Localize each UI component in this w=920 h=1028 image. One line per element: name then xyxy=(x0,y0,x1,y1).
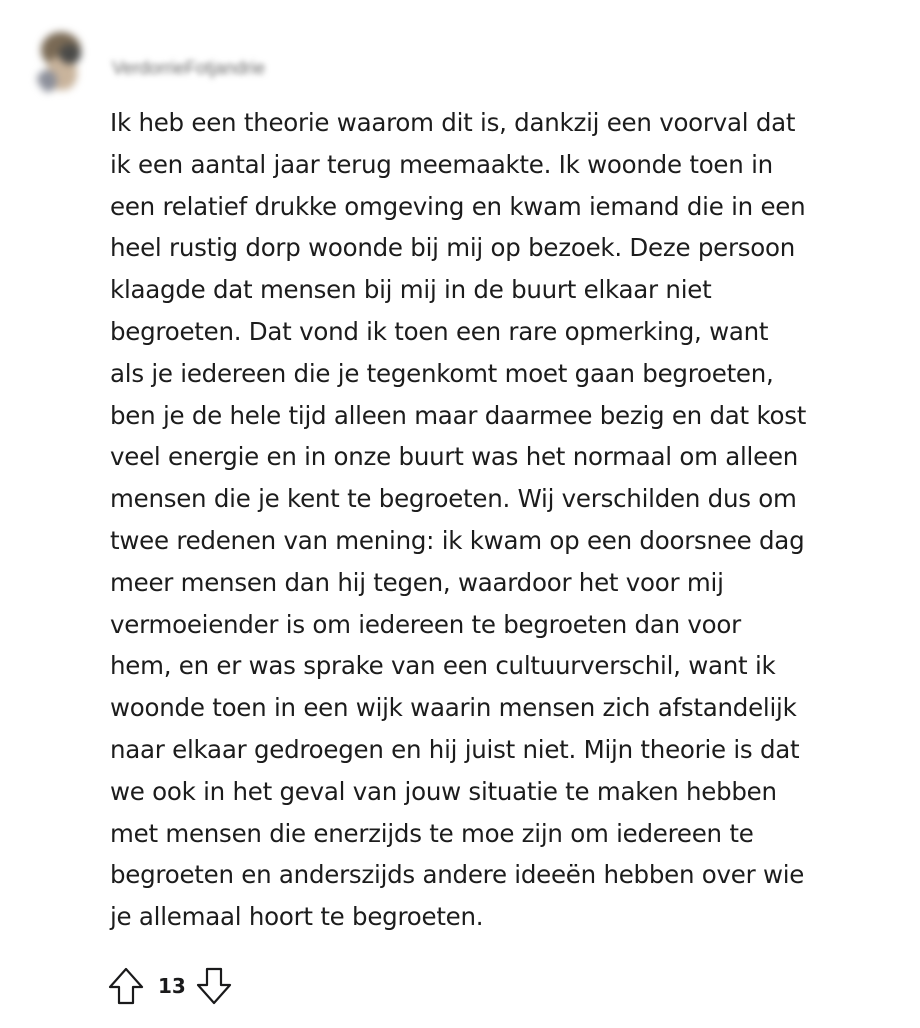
downvote-button[interactable] xyxy=(194,964,234,1008)
comment-line: veel energie en in onze buurt was het normaal om alleen xyxy=(110,442,799,472)
comment-line: ik een aantal jaar terug meemaakte. Ik woonde toen in xyxy=(110,149,773,179)
comment-line: begroeten en anderszijds andere ideeën hebben over wie xyxy=(110,860,805,890)
upvote-button[interactable] xyxy=(106,964,146,1008)
comment-line: vermoeiender is om iedereen te begroeten dan voor xyxy=(110,609,741,639)
arrow-up-outline-icon xyxy=(107,966,145,1006)
vote-bar xyxy=(106,962,234,1010)
comment-line: mensen die je kent te begroeten. Wij verschilden dus om xyxy=(110,484,797,514)
comment-line: Ik heb een theorie waarom dit is, dankzij een voorval dat xyxy=(110,108,796,137)
comment-line: klaagde dat mensen bij mij in de buurt elkaar niet xyxy=(110,275,712,305)
comment-line: meer mensen dan hij tegen, waardoor het voor mij xyxy=(110,567,724,597)
comment-line: heel rustig dorp woonde bij mij op bezoek. Deze persoon xyxy=(110,233,796,263)
comment-line: hem, en er was sprake van een cultuurverschil, want ik xyxy=(110,651,776,681)
comment-line: met mensen die enerzijds te moe zijn om iedereen te xyxy=(110,818,754,848)
arrow-down-outline-icon xyxy=(195,966,233,1006)
comment-line: als je iedereen die je tegenkomt moet gaan begroeten, xyxy=(110,358,774,388)
comment-line: een relatief drukke omgeving en kwam iemand die in een xyxy=(110,191,806,221)
username[interactable]: VerdorrieFotjandrie xyxy=(112,58,266,78)
comment-line: woonde toen in een wijk waarin mensen zich afstandelijk xyxy=(110,693,797,723)
comment-line: begroeten. Dat vond ik toen een rare opmerking, want xyxy=(110,316,769,346)
comment-line: ben je de hele tijd alleen maar daarmee bezig en dat kost xyxy=(110,400,807,430)
comment-line: we ook in het geval van jouw situatie te maken hebben xyxy=(110,776,777,806)
comment-body xyxy=(110,102,880,938)
vote-count: 13 xyxy=(158,974,186,998)
comment-line: twee redenen van mening: ik kwam op een doorsnee dag xyxy=(110,525,805,555)
comment-line: je allemaal hoort te begroeten. xyxy=(110,902,484,932)
avatar[interactable] xyxy=(33,26,91,98)
comment-line: naar elkaar gedroegen en hij juist niet. Mijn theorie is dat xyxy=(110,734,800,764)
